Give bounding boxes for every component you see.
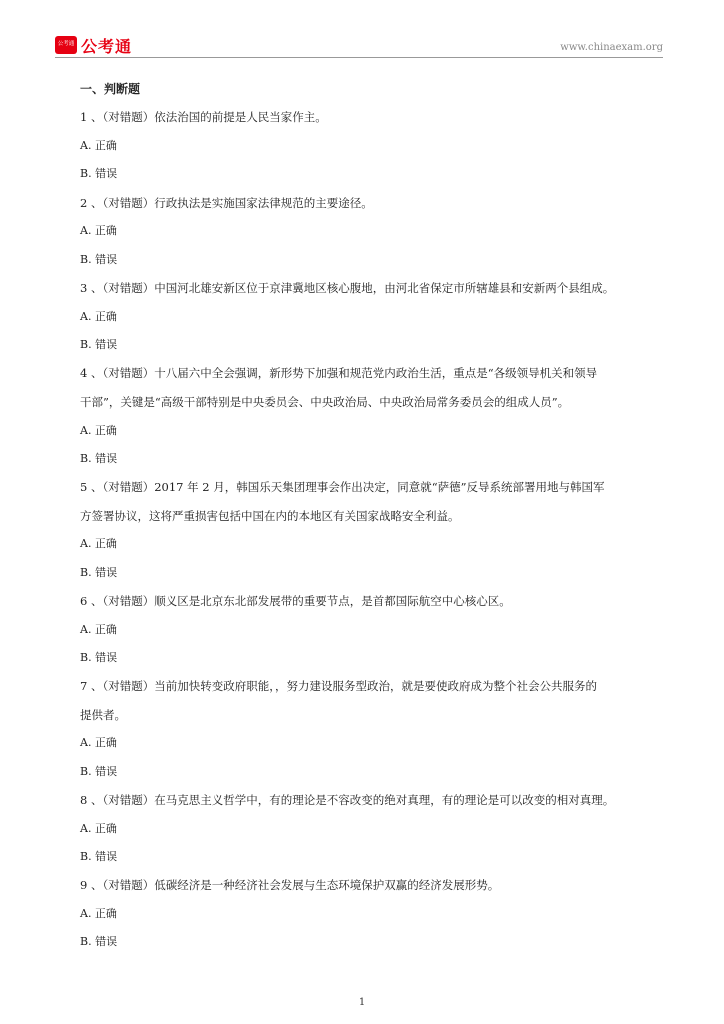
question-8-option-b[interactable]: B. 错误 bbox=[80, 850, 118, 863]
question-4-line-1: 4 、（对错题）十八届六中全会强调，新形势下加强和规范党内政治生活，重点是“各级领导机关和领导 bbox=[80, 366, 598, 380]
question-8-option-a[interactable]: A. 正确 bbox=[80, 822, 117, 835]
page-number: 1 bbox=[358, 997, 366, 1008]
question-1-option-b[interactable]: B. 错误 bbox=[80, 167, 118, 180]
logo-text: 公考通 bbox=[81, 36, 133, 56]
question-5-line-1: 5 、（对错题）2017 年 2 月，韩国乐天集团理事会作出决定，同意就“萨德”反导系统部署用地与韩国军 bbox=[80, 480, 605, 494]
question-9-option-b[interactable]: B. 错误 bbox=[80, 935, 118, 948]
question-5-option-b[interactable]: B. 错误 bbox=[80, 566, 118, 579]
question-2-option-a[interactable]: A. 正确 bbox=[80, 224, 117, 237]
question-8-line-1: 8 、（对错题）在马克思主义哲学中，有的理论是不容改变的绝对真理，有的理论是可以改变的相对真理。 bbox=[80, 793, 615, 807]
question-4-line-2: 干部”，关键是“高级干部特别是中央委员会、中央政治局、中央政治局常务委员会的组成人员”。 bbox=[80, 395, 570, 409]
question-9-line-1: 9 、（对错题）低碳经济是一种经济社会发展与生态环境保护双赢的经济发展形势。 bbox=[80, 878, 500, 892]
question-7-option-b[interactable]: B. 错误 bbox=[80, 765, 118, 778]
question-2-option-b[interactable]: B. 错误 bbox=[80, 253, 118, 266]
question-1-line-1: 1 、（对错题）依法治国的前提是人民当家作主。 bbox=[80, 110, 327, 124]
question-5-line-2: 方签署协议，这将严重损害包括中国在内的本地区有关国家战略安全利益。 bbox=[80, 509, 460, 523]
question-5-option-a[interactable]: A. 正确 bbox=[80, 537, 117, 550]
question-4-option-a[interactable]: A. 正确 bbox=[80, 424, 117, 437]
question-7-line-2: 提供者。 bbox=[80, 708, 126, 722]
question-3-option-b[interactable]: B. 错误 bbox=[80, 338, 118, 351]
header-divider bbox=[55, 57, 663, 58]
question-1-option-a[interactable]: A. 正确 bbox=[80, 139, 117, 152]
question-4-option-b[interactable]: B. 错误 bbox=[80, 452, 118, 465]
question-3-line-1: 3 、（对错题）中国河北雄安新区位于京津冀地区核心腹地，由河北省保定市所辖雄县和安新两个县组成。 bbox=[80, 281, 615, 295]
question-9-option-a[interactable]: A. 正确 bbox=[80, 907, 117, 920]
brand-logo bbox=[55, 34, 132, 56]
question-7-line-1: 7 、（对错题）当前加快转变政府职能，，努力建设服务型政治，就是要使政府成为整个社会公共服务的 bbox=[80, 679, 597, 693]
question-6-line-1: 6 、（对错题）顺义区是北京东北部发展带的重要节点，是首都国际航空中心核心区。 bbox=[80, 594, 511, 608]
question-6-option-b[interactable]: B. 错误 bbox=[80, 651, 118, 664]
question-7-option-a[interactable]: A. 正确 bbox=[80, 736, 117, 749]
question-6-option-a[interactable]: A. 正确 bbox=[80, 623, 117, 636]
question-3-option-a[interactable]: A. 正确 bbox=[80, 310, 117, 323]
site-url: www.chinaexam.org bbox=[560, 42, 663, 53]
question-2-line-1: 2 、（对错题）行政执法是实施国家法律规范的主要途径。 bbox=[80, 196, 373, 210]
section-title: 一、判断题 bbox=[80, 82, 141, 96]
logo-badge-icon: 公考通 bbox=[55, 36, 77, 54]
